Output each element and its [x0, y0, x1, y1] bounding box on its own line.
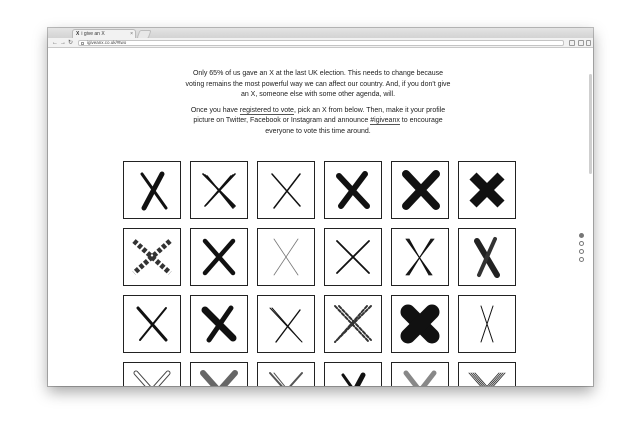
reload-icon[interactable]: ↻ — [68, 40, 74, 46]
x-option-tile[interactable] — [190, 228, 248, 286]
x-option-tile[interactable] — [123, 362, 181, 386]
intro-text — [183, 69, 453, 142]
scrollbar[interactable] — [588, 68, 593, 386]
x-option-tile[interactable] — [324, 362, 382, 386]
x-mark-icon — [130, 168, 174, 212]
intro-text-3: to encourage everyone to vote this time around. — [265, 117, 443, 135]
x-mark-icon — [264, 369, 308, 386]
x-option-tile[interactable] — [324, 295, 382, 353]
x-option-tile[interactable] — [458, 228, 516, 286]
x-option-tile[interactable] — [123, 228, 181, 286]
tab-close-icon[interactable]: × — [130, 31, 133, 37]
x-option-tile[interactable] — [190, 362, 248, 386]
x-option-tile[interactable] — [458, 161, 516, 219]
x-options-grid — [123, 161, 521, 386]
x-mark-icon — [197, 168, 241, 212]
x-option-tile[interactable] — [324, 228, 382, 286]
x-mark-icon — [264, 302, 308, 346]
extension-icon[interactable] — [578, 40, 584, 46]
url-text: igiveanx.co.uk/#two — [87, 40, 127, 45]
x-option-tile[interactable] — [257, 362, 315, 386]
x-option-tile[interactable] — [123, 161, 181, 219]
x-option-tile[interactable] — [391, 362, 449, 386]
tab-bar — [48, 28, 593, 38]
x-mark-icon — [331, 235, 375, 279]
x-mark-icon — [197, 302, 241, 346]
back-icon[interactable]: ← — [52, 40, 58, 46]
x-mark-icon — [197, 369, 241, 386]
x-option-tile[interactable] — [257, 295, 315, 353]
section-nav-dots — [579, 233, 584, 265]
browser-tab[interactable] — [72, 29, 136, 38]
x-mark-icon — [465, 235, 509, 279]
x-option-tile[interactable] — [257, 228, 315, 286]
x-option-tile[interactable] — [190, 295, 248, 353]
browser-window — [48, 28, 593, 386]
x-mark-icon — [465, 168, 509, 212]
intro-paragraph-2 — [183, 106, 453, 138]
intro-text-1: Once you have — [190, 106, 240, 114]
x-mark-icon — [465, 302, 509, 346]
x-option-tile[interactable] — [391, 228, 449, 286]
x-mark-icon — [331, 168, 375, 212]
x-mark-icon — [264, 235, 308, 279]
page-content — [48, 48, 593, 386]
x-mark-icon — [331, 369, 375, 386]
section-nav-dot[interactable] — [579, 241, 584, 246]
x-mark-icon — [398, 302, 442, 346]
scrollbar-thumb[interactable] — [589, 74, 592, 174]
x-option-tile[interactable] — [458, 295, 516, 353]
address-bar[interactable] — [78, 40, 564, 46]
intro-text-2: , pick an X from below. Then, make it your profile picture on Twitter, Facebook or Instagram and announce — [193, 106, 446, 124]
x-mark-icon — [264, 168, 308, 212]
section-nav-dot[interactable] — [579, 249, 584, 254]
intro-paragraph-1: Only 65% of us gave an X at the last UK election. This needs to change because voting remains the most powerful way we can affect our country. And, if you don't give an X, someone else with some other agenda, will. — [185, 70, 451, 98]
x-option-tile[interactable] — [257, 161, 315, 219]
bookmark-star-icon[interactable] — [569, 40, 575, 46]
forward-icon[interactable]: → — [60, 40, 66, 46]
tab-title: i give an X — [81, 31, 105, 37]
favicon-x-icon: X — [76, 31, 80, 37]
x-mark-icon — [197, 235, 241, 279]
x-option-tile[interactable] — [391, 295, 449, 353]
section-nav-dot[interactable] — [579, 257, 584, 262]
x-option-tile[interactable] — [190, 161, 248, 219]
x-option-tile[interactable] — [324, 161, 382, 219]
hashtag-link[interactable]: #igiveanx — [370, 117, 400, 124]
x-mark-icon — [331, 302, 375, 346]
x-option-tile[interactable] — [391, 161, 449, 219]
x-option-tile[interactable] — [123, 295, 181, 353]
x-mark-icon — [465, 369, 509, 386]
x-mark-icon — [130, 235, 174, 279]
page-icon — [81, 42, 84, 45]
x-mark-icon — [398, 235, 442, 279]
browser-toolbar — [48, 38, 593, 48]
section-nav-dot[interactable] — [579, 233, 584, 238]
x-mark-icon — [130, 369, 174, 386]
x-mark-icon — [398, 369, 442, 386]
x-mark-icon — [130, 302, 174, 346]
register-to-vote-link[interactable]: registered to vote — [239, 106, 294, 114]
x-mark-icon — [398, 168, 442, 212]
menu-icon[interactable] — [586, 40, 591, 46]
x-option-tile[interactable] — [458, 362, 516, 386]
